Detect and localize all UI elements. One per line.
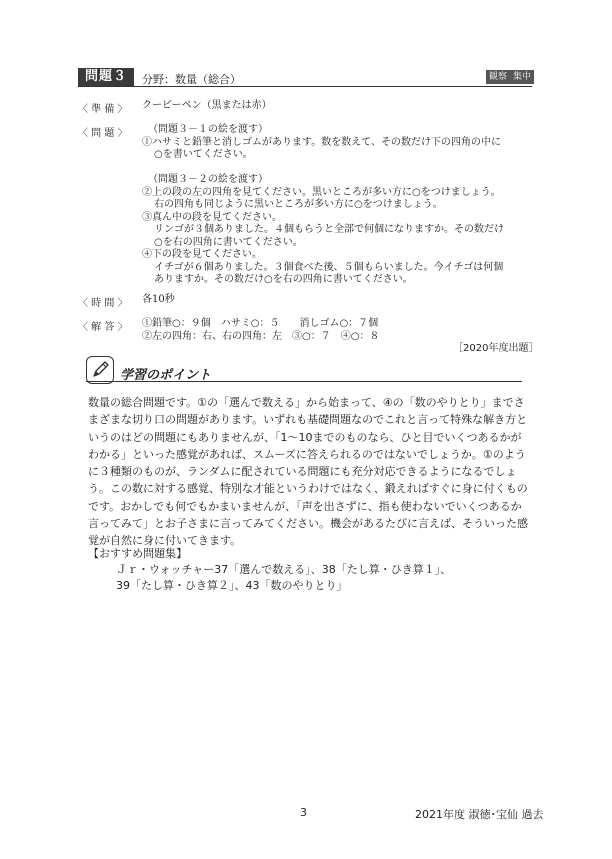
paragraph-line: 覚が自然に身に付いてきます。 — [88, 534, 242, 548]
junbi-text: クーピーペン（黒または赤） — [142, 100, 272, 111]
pencil-icon — [86, 356, 114, 384]
header-rule — [78, 86, 532, 87]
field-label: 分野：数量（総合） — [142, 73, 241, 86]
paragraph-line: 言ってみて」とお子さまに言ってみてください。機会があるたびに言えば、そういった感 — [88, 517, 528, 531]
mondai-label: 〈 問 題 〉 — [78, 128, 128, 139]
mondai-line-12: イチゴが６個ありました。３個食べた後、５個もらいました。今イチゴは何個 — [154, 261, 504, 273]
jikan-text: 各10秒 — [142, 294, 175, 305]
recommend-title: 【おすすめ問題集】 — [88, 547, 188, 560]
paragraph-line: わかる」といった感覚があれば、スムーズに答えられるのではないでしょうか。①のよう — [88, 447, 526, 461]
recommend-line-1: Ｊｒ・ウォッチャー37「選んで数える」、38「たし算・ひき算１」、 — [116, 563, 452, 576]
paragraph-line: いうのはどの問題にもありませんが、「1～10までのものなら、ひと目でいくつあるかが — [88, 430, 522, 444]
point-paragraph — [88, 394, 526, 550]
problem-number-badge: 問題３ — [78, 68, 134, 86]
paragraph-line: に３種類のものが、ランダムに配されている問題にも充分対応できるようになるでしょ — [88, 465, 517, 479]
page-number: 3 — [300, 806, 307, 819]
paragraph-line: まざまな切り口の問題があります。いずれも基礎問題なのでこれと言って特殊な解き方と — [88, 413, 528, 427]
tag-concentration: 集中 — [510, 70, 534, 84]
point-title: 学習のポイント — [120, 368, 212, 383]
jikan-label: 〈 時 間 〉 — [78, 298, 128, 309]
answer-line-2: ②左の四角：右、右の四角：左 ③○：７ ④○：８ — [142, 330, 380, 342]
paragraph-line: 数量の総合問題です。①の「選んで数える」から始まって、④の「数のやりとり」までさ — [88, 396, 525, 409]
footer-title: 2021年度 淑徳･宝仙 過去 — [415, 808, 544, 821]
mondai-line-11: ④下の段を見てください。 — [142, 249, 262, 260]
mondai-line-7: 右の四角も同じように黒いところが多い方に○をつけましょう。 — [154, 199, 443, 210]
mondai-line-1: （問題３－１の絵を渡す） — [148, 124, 268, 135]
mondai-line-3: ○を書いてください。 — [154, 149, 253, 160]
junbi-label: 〈 準 備 〉 — [78, 104, 128, 115]
point-rule — [86, 381, 522, 382]
answer-line-1: ①鉛筆○：９個 ハサミ○：５ 消しゴム○：７個 — [142, 318, 379, 329]
mondai-line-2: ①ハサミと鉛筆と消しゴムがあります。数を数えて、その数だけ下の四角の中に — [142, 136, 501, 148]
kaitou-label: 〈 解 答 〉 — [78, 322, 128, 333]
paragraph-line: です。おかしでも何でもかまいませんが、「声を出さずに、指も使わないでいくつあるか — [88, 499, 522, 513]
mondai-line-9: リンゴが３個ありました。４個もらうと全部で何個になりますか。その数だけ — [154, 224, 504, 235]
source-year: ［2020年度出題］ — [453, 343, 539, 354]
mondai-line-6: ②上の段の左の四角を見てください。黒いところが多い方に○をつけましょう。 — [142, 186, 501, 198]
mondai-line-8: ③真ん中の段を見てください。 — [142, 211, 282, 223]
tag-observation: 観察 — [486, 70, 510, 84]
recommend-line-2: 39「たし算・ひき算２」、43「数のやりとり」 — [116, 579, 348, 592]
mondai-line-10: ○を右の四角に書いてください。 — [154, 236, 303, 248]
paragraph-line: う。この数に対する感覚、特別な才能というわけではなく、鍛えればすぐに身に付くもの — [88, 482, 528, 496]
mondai-line-13: ありますか。その数だけ○を右の四角に書いてください。 — [154, 274, 413, 285]
mondai-line-5: （問題３－２の絵を渡す） — [148, 174, 268, 185]
